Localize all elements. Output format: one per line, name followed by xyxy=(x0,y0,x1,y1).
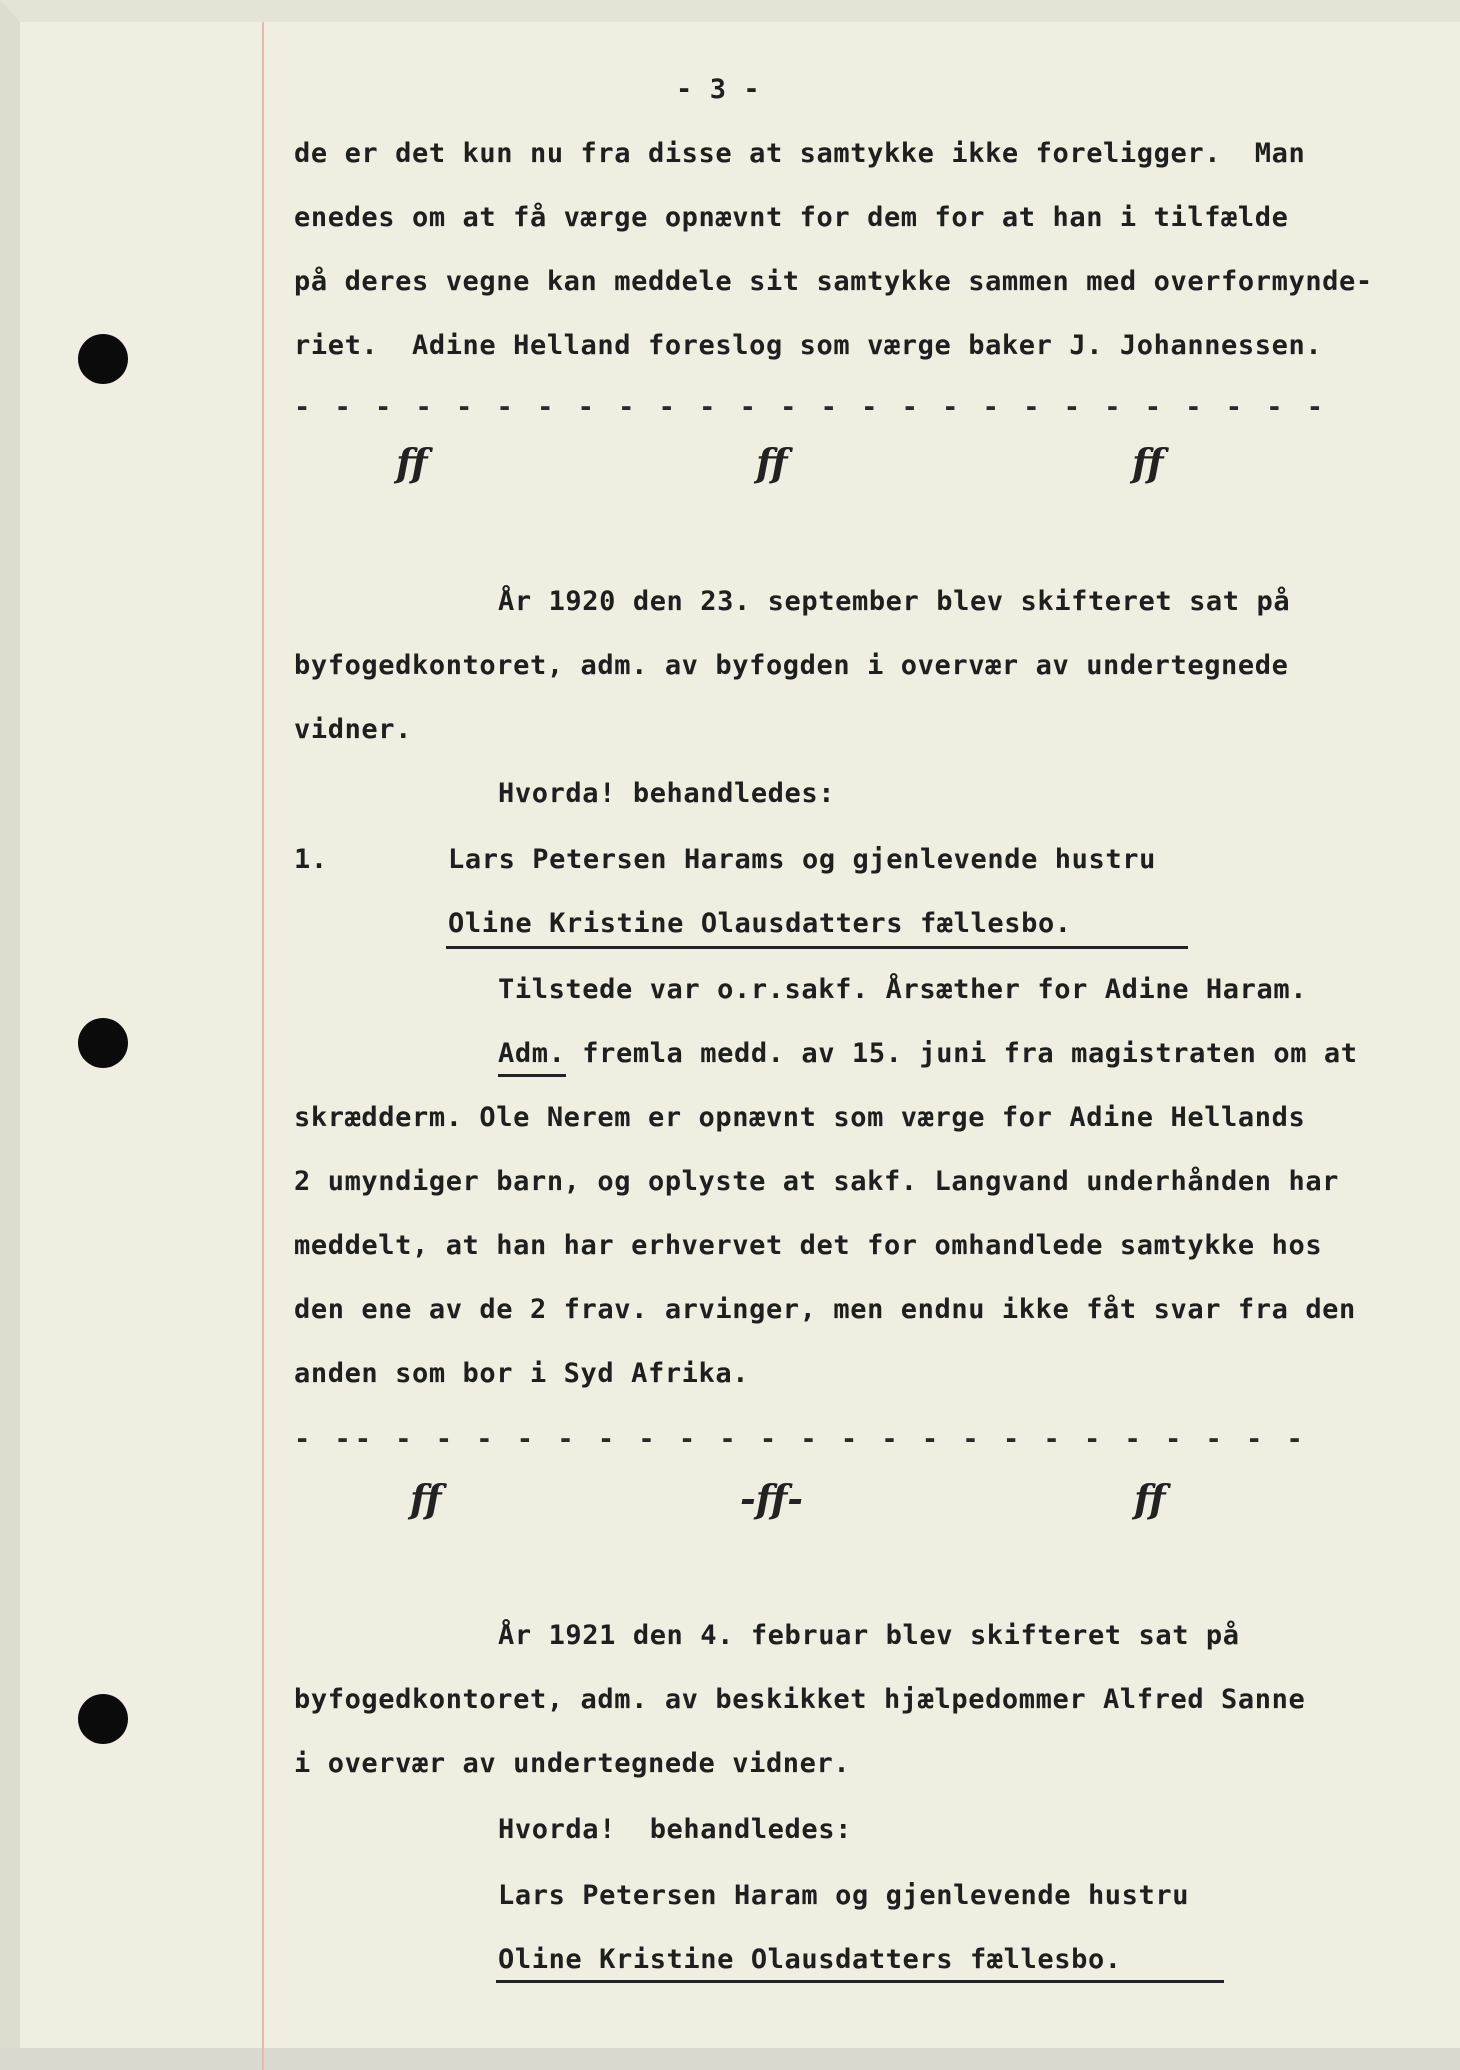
text-line: Lars Petersen Harams og gjenlevende hustru xyxy=(448,844,1156,875)
text-line: Hvorda! behandledes: xyxy=(498,778,836,809)
title-underline xyxy=(446,946,1188,949)
text-line: Adm. fremla medd. av 15. juni fra magistraten om at xyxy=(498,1038,1358,1069)
text-line: År 1920 den 23. september blev skifteret sat på xyxy=(498,586,1291,617)
divider-line: - - - - - - - - - - - - - - - - - - - - - - - - - - xyxy=(294,392,1328,423)
text-line: anden som bor i Syd Afrika. xyxy=(294,1358,750,1389)
text-line: den ene av de 2 frav. arvinger, men endnu ikke fåt svar fra den xyxy=(294,1294,1356,1325)
repeat-mark: ff xyxy=(1132,440,1164,485)
text-line: i overvær av undertegnede vidner. xyxy=(294,1748,851,1779)
repeat-mark: -ff- xyxy=(740,1476,803,1521)
estate-title: Oline Kristine Olausdatters fællesbo. xyxy=(498,1944,1122,1975)
repeat-mark: ff xyxy=(410,1476,442,1521)
repeat-mark: ff xyxy=(396,440,428,485)
punch-hole-bottom xyxy=(78,1694,128,1744)
repeat-mark: ff xyxy=(1134,1476,1166,1521)
text-line: enedes om at få værge opnævnt for dem for at han i tilfælde xyxy=(294,202,1289,233)
title-underline xyxy=(496,1980,1224,1983)
text-line: skrædderm. Ole Nerem er opnævnt som værge for Adine Hellands xyxy=(294,1102,1306,1133)
page-number: - 3 - xyxy=(676,74,761,105)
text-line: meddelt, at han har erhvervet det for omhandlede samtykke hos xyxy=(294,1230,1323,1261)
text-line: Lars Petersen Haram og gjenlevende hustru xyxy=(498,1880,1190,1911)
text-line: byfogedkontoret, adm. av beskikket hjælpedommer Alfred Sanne xyxy=(294,1684,1306,1715)
text-line: byfogedkontoret, adm. av byfogden i overvær av undertegnede xyxy=(294,650,1289,681)
text-line: på deres vegne kan meddele sit samtykke sammen med overformynde- xyxy=(294,266,1373,297)
text-line: 2 umyndiger barn, og oplyste at sakf. Langvand underhånden har xyxy=(294,1166,1340,1197)
text-line: Tilstede var o.r.sakf. Årsæther for Adine Haram. xyxy=(498,974,1308,1005)
item-number: 1. xyxy=(294,844,328,875)
text-line: riet. Adine Helland foreslog som værge baker J. Johannessen. xyxy=(294,330,1323,361)
text-line: de er det kun nu fra disse at samtykke ikke foreligger. Man xyxy=(294,138,1306,169)
divider-line: - -- - - - - - - - - - - - - - - - - - - - - - - - xyxy=(294,1424,1307,1455)
punch-hole-middle xyxy=(78,1018,128,1068)
punch-hole-top xyxy=(78,334,128,384)
estate-title: Oline Kristine Olausdatters fællesbo. xyxy=(448,908,1072,939)
adm-underline xyxy=(498,1074,566,1077)
text-line: vidner. xyxy=(294,714,412,745)
text-line: Hvorda! behandledes: xyxy=(498,1814,852,1845)
text-line: År 1921 den 4. februar blev skifteret sat på xyxy=(498,1620,1240,1651)
margin-rule xyxy=(262,22,264,2070)
repeat-mark: ff xyxy=(756,440,788,485)
